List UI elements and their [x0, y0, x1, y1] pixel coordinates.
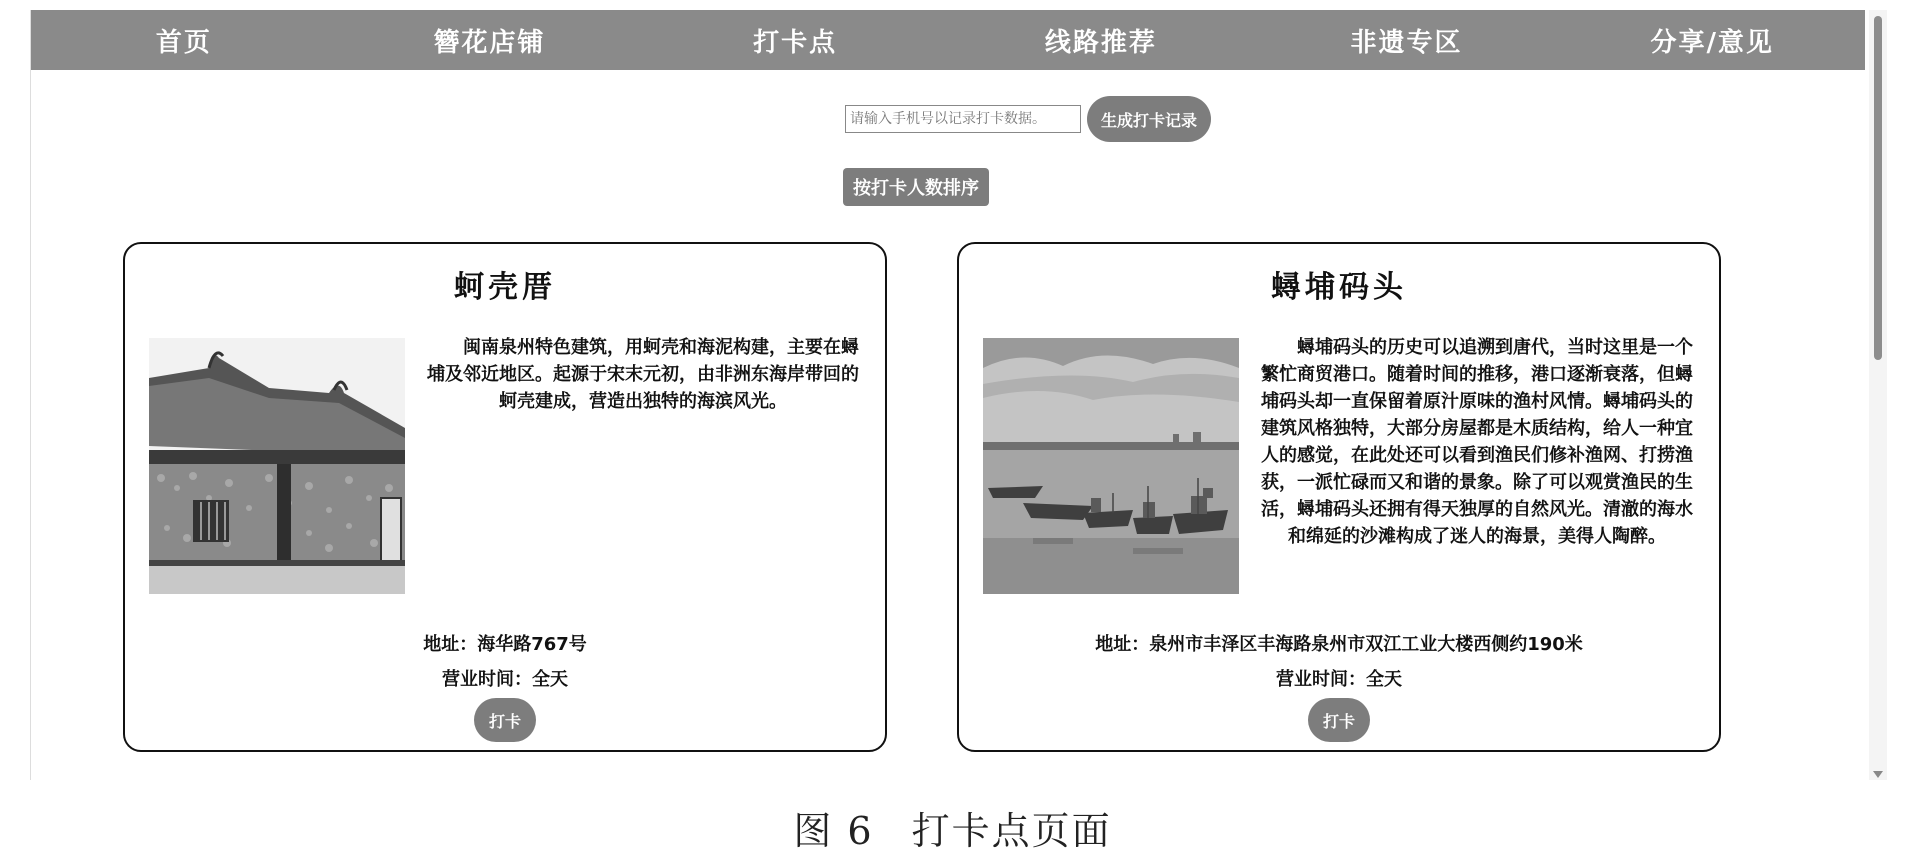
figure-caption — [0, 800, 1905, 855]
top-navbar — [31, 10, 1865, 70]
card-description: 闽南泉州特色建筑，用蚵壳和海泥构建，主要在蟳埔及邻近地区。起源于宋末元初，由非洲东海岸带回的蚵壳建成，营造出独特的海滨风光。 — [427, 337, 859, 412]
card-address: 地址：泉州市丰泽区丰海路泉州市双江工业大楼西侧约190米 — [1095, 634, 1583, 655]
phone-number-input[interactable] — [845, 105, 1081, 133]
nav-item-share-feedback[interactable]: 分享/意见 — [1650, 27, 1774, 58]
checkin-button[interactable]: 打卡 — [474, 698, 536, 742]
sort-by-checkins-button[interactable]: 按打卡人数排序 — [843, 168, 989, 206]
generate-record-button[interactable]: 生成打卡记录 — [1087, 96, 1211, 142]
checkin-button[interactable]: 打卡 — [1308, 698, 1370, 742]
card-title: 蟳埔码头 — [1271, 270, 1407, 305]
nav-item-hairpin-shops[interactable]: 簪花店铺 — [433, 27, 546, 58]
nav-item-heritage[interactable]: 非遗专区 — [1350, 27, 1463, 58]
scrollbar-thumb[interactable] — [1874, 16, 1882, 360]
pier-photo — [983, 338, 1239, 594]
spot-card-oyster-house — [123, 242, 887, 752]
card-address: 地址：海华路767号 — [423, 634, 587, 655]
figure-number: 图 6 — [793, 809, 874, 853]
phone-record-row — [31, 96, 1865, 142]
card-description: 蟳埔码头的历史可以追溯到唐代，当时这里是一个繁忙商贸港口。随着时间的推移，港口逐渐衰落，但蟳埔码头却一直保留着原汁原味的渔村风情。蟳埔码头的建筑风格独特，大部分房屋都是木质结构，给人一种宜人的感觉，在此处还可以看到渔民们修补渔网、打捞渔获，一派忙碌而又和谐的景象。除了可以观赏渔民的生活，蟳埔码头还拥有得天独厚的自然风光。清澈的海水和绵延的沙滩构成了迷人的海景，美得人陶醉。 — [1261, 337, 1693, 547]
scroll-down-arrow-icon[interactable] — [1873, 771, 1883, 778]
nav-item-route-recommend[interactable]: 线路推荐 — [1044, 27, 1157, 58]
figure-title: 打卡点页面 — [911, 809, 1112, 853]
spot-card-xunpu-pier — [957, 242, 1721, 752]
browser-viewport — [30, 10, 1865, 780]
vertical-scrollbar[interactable] — [1869, 10, 1887, 780]
nav-item-checkin-spots[interactable]: 打卡点 — [753, 27, 838, 58]
nav-item-home[interactable]: 首页 — [155, 27, 212, 58]
card-hours: 营业时间：全天 — [442, 669, 568, 690]
card-title: 蚵壳厝 — [454, 270, 556, 305]
card-hours: 营业时间：全天 — [1276, 669, 1402, 690]
oyster-house-photo — [149, 338, 405, 594]
